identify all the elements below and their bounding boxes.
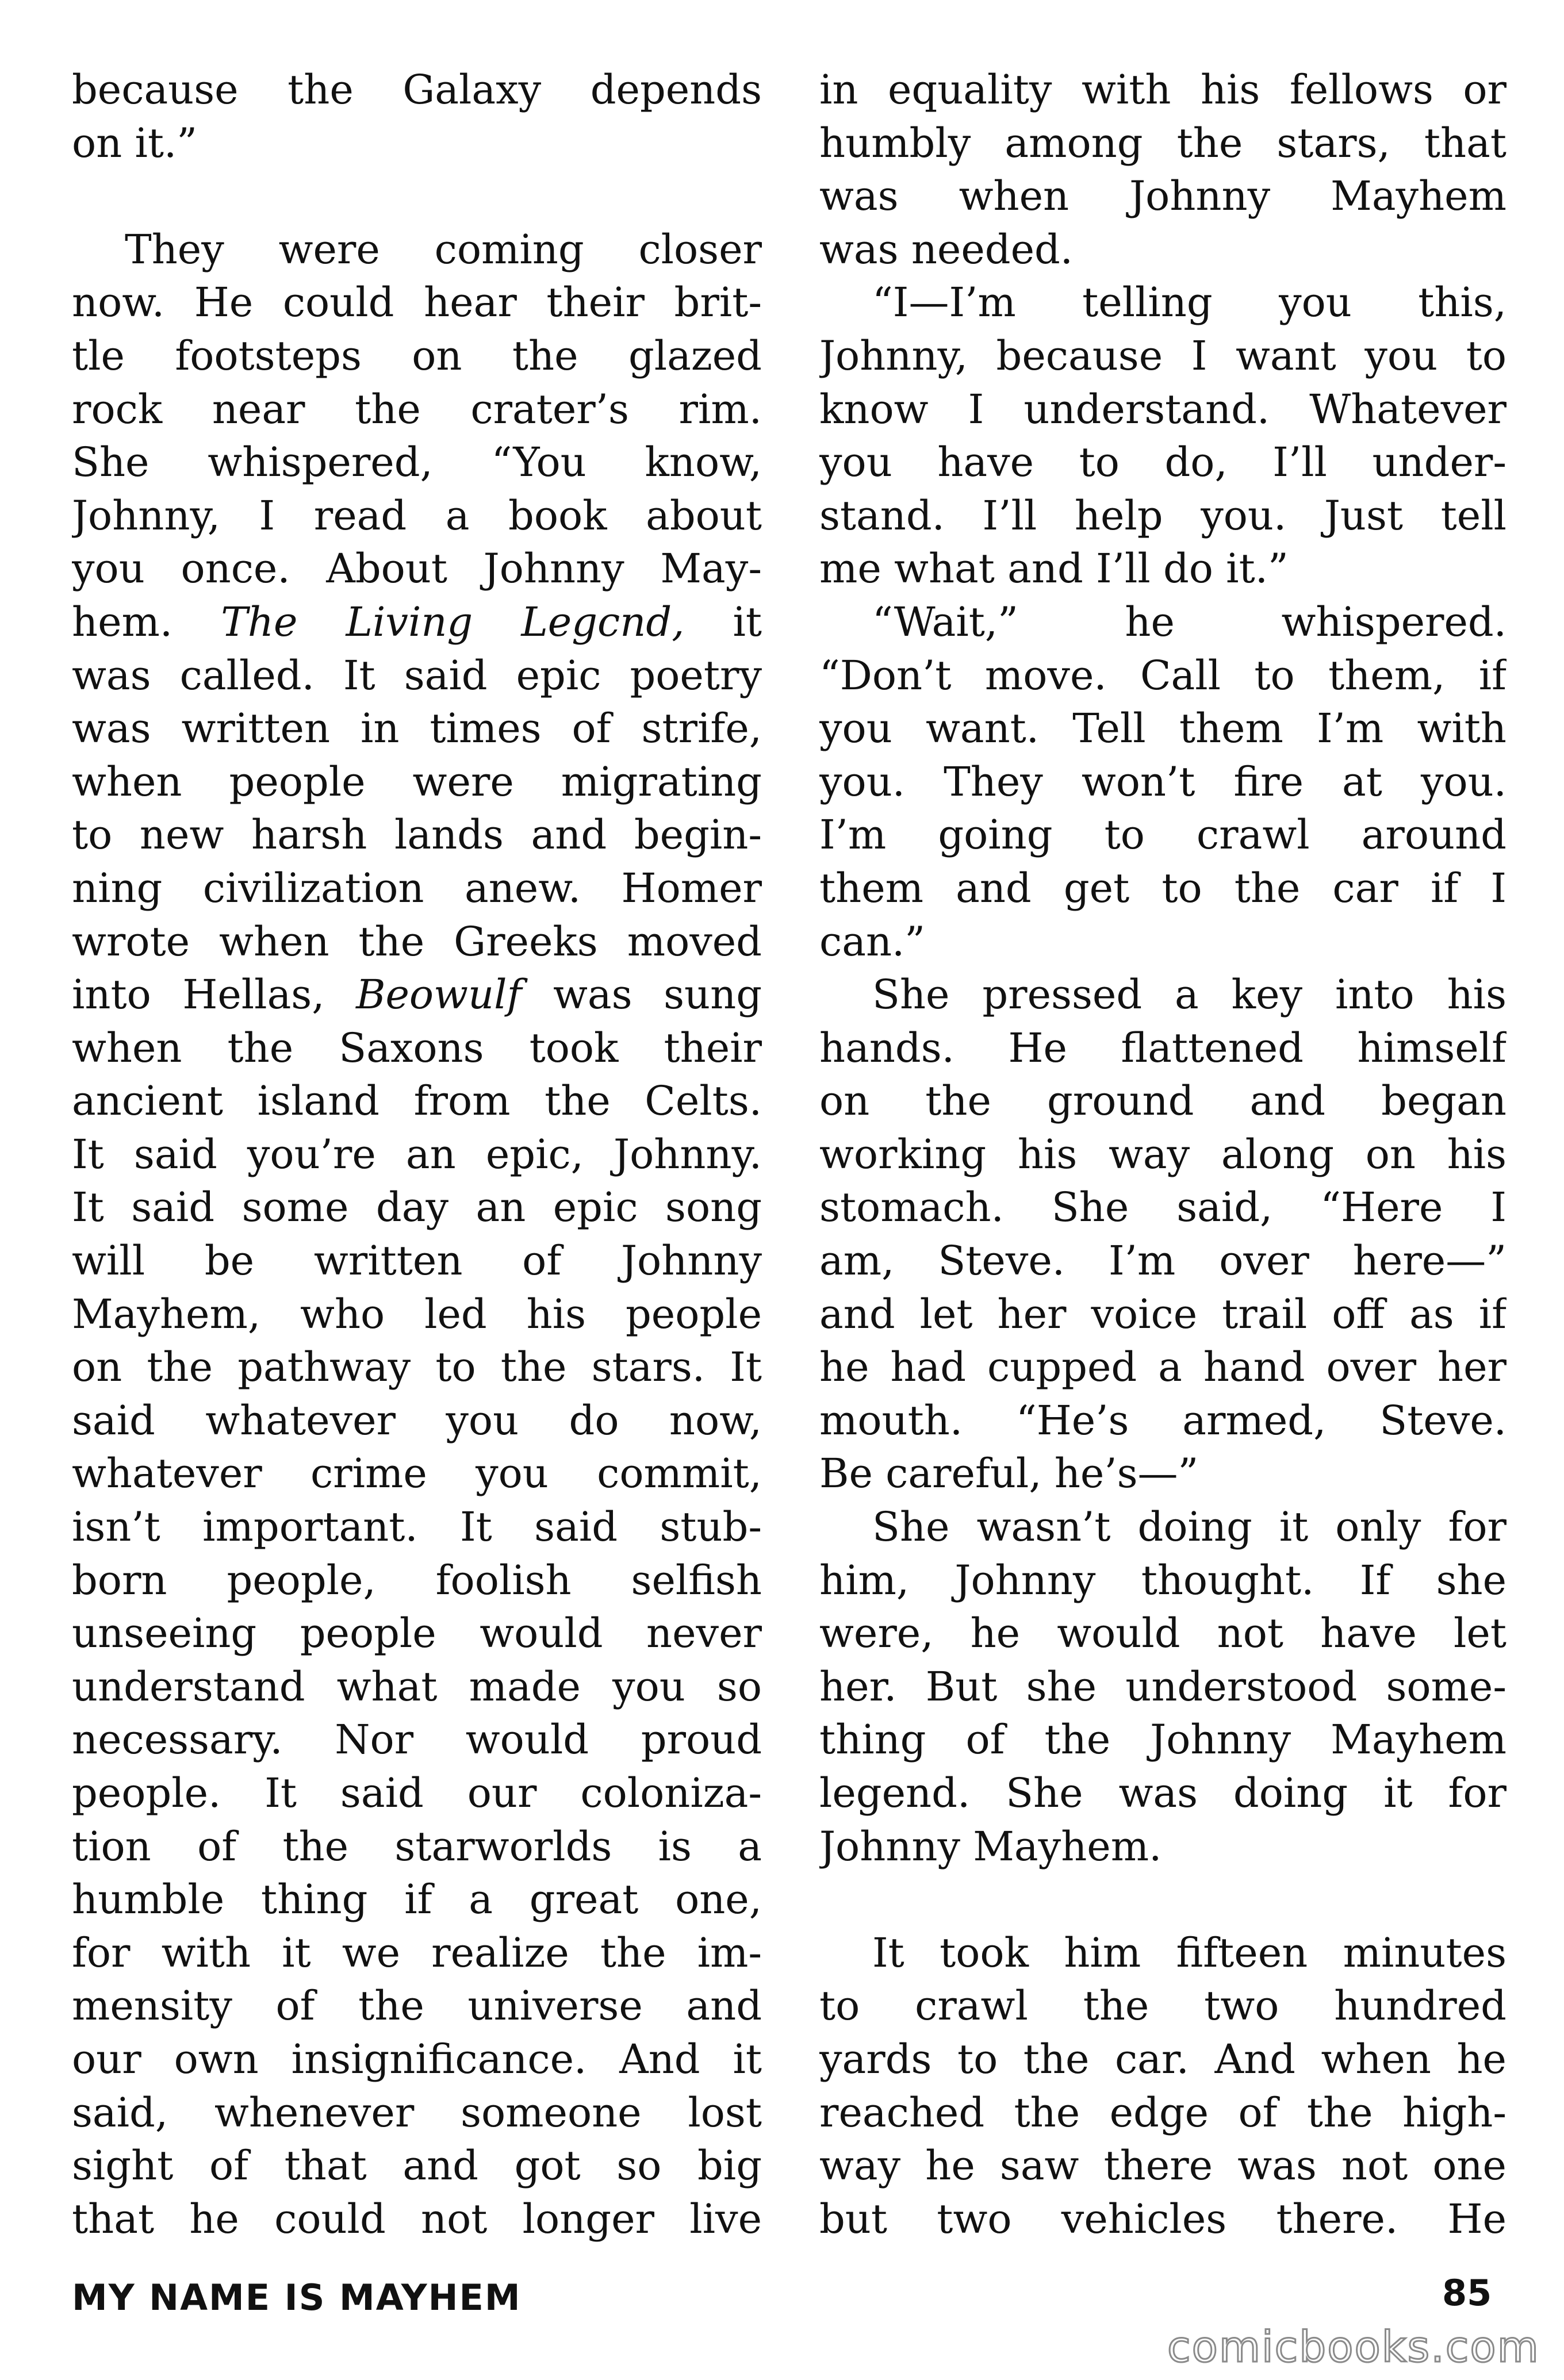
page-number: 85 bbox=[1442, 2272, 1492, 2314]
text-segment: hem. bbox=[72, 598, 221, 646]
text-line: was needed. bbox=[819, 225, 1074, 273]
text-line: yards to the car. And when he bbox=[819, 2035, 1506, 2083]
text-line: him, Johnny thought. If she bbox=[819, 1556, 1506, 1604]
running-footer-title: MY NAME IS MAYHEM bbox=[72, 2277, 522, 2318]
right-text-column bbox=[819, 63, 1506, 2245]
text-line: said, whenever someone lost bbox=[72, 2089, 762, 2136]
text-line: Mayhem, who led his people bbox=[72, 1290, 762, 1338]
text-line: legend. She was doing it for bbox=[819, 1769, 1506, 1817]
text-line: you have to do, I’ll under- bbox=[819, 439, 1506, 486]
text-line: he had cupped a hand over her bbox=[819, 1343, 1506, 1391]
text-line: was called. It said epic poetry bbox=[72, 651, 762, 699]
text-line: She whispered, “You know, bbox=[72, 439, 762, 486]
text-line: isn’t important. It said stub- bbox=[72, 1503, 762, 1551]
text-line: were, he would not have let bbox=[819, 1610, 1506, 1657]
text-line: I’m going to crawl around bbox=[819, 811, 1506, 859]
text-line: said whatever you do now, bbox=[72, 1396, 762, 1444]
text-line: stand. I’ll help you. Just tell bbox=[819, 492, 1506, 539]
text-line: rock near the crater’s rim. bbox=[72, 385, 762, 433]
text-line: Johnny, because I want you to bbox=[819, 332, 1506, 379]
text-line: It took him fifteen minutes bbox=[872, 1929, 1506, 1976]
text-line: hands. He flattened himself bbox=[819, 1024, 1506, 1072]
text-line: ning civilization anew. Homer bbox=[72, 864, 762, 912]
text-line: can.” bbox=[819, 918, 926, 965]
text-line: reached the edge of the high- bbox=[819, 2089, 1506, 2136]
text-line: sight of that and got so big bbox=[72, 2142, 762, 2190]
text-segment: it bbox=[684, 598, 762, 646]
text-line: to new harsh lands and begin- bbox=[72, 811, 762, 859]
text-line: She wasn’t doing it only for bbox=[872, 1503, 1506, 1551]
text-line: unseeing people would never bbox=[72, 1610, 762, 1657]
text-line: It said some day an epic song bbox=[72, 1184, 762, 1231]
text-line: that he could not longer live bbox=[72, 2195, 762, 2243]
text-line: “Don’t move. Call to them, if bbox=[819, 651, 1506, 699]
text-line: born people, foolish selfish bbox=[72, 1556, 762, 1604]
text-line: but two vehicles there. He bbox=[819, 2195, 1506, 2243]
paragraph-gap bbox=[72, 170, 762, 223]
text-line: on the ground and began bbox=[819, 1077, 1506, 1125]
text-line: Johnny, I read a book about bbox=[72, 492, 762, 539]
text-line: She pressed a key into his bbox=[872, 971, 1506, 1019]
text-line: when people were migrating bbox=[72, 758, 762, 805]
text-segment: into Hellas, bbox=[72, 971, 356, 1019]
text-line: mensity of the universe and bbox=[72, 1982, 762, 2030]
text-line: because the Galaxy depends bbox=[72, 66, 762, 113]
text-line: our own insignificance. And it bbox=[72, 2035, 762, 2083]
text-line: tle footsteps on the glazed bbox=[72, 332, 762, 379]
text-line: Johnny Mayhem. bbox=[819, 1822, 1162, 1870]
text-line: for with it we realize the im- bbox=[72, 1929, 762, 1976]
text-line: her. But she understood some- bbox=[819, 1663, 1506, 1710]
text-line: people. It said our coloniza- bbox=[72, 1769, 762, 1817]
text-line: understand what made you so bbox=[72, 1663, 762, 1710]
text-line: necessary. Nor would proud bbox=[72, 1716, 762, 1764]
left-text-column bbox=[72, 63, 762, 2245]
text-segment: was sung bbox=[522, 971, 762, 1019]
watermark-text: comicbooks.com bbox=[1167, 2323, 1540, 2372]
text-line bbox=[72, 596, 762, 649]
text-line: in equality with his fellows or bbox=[819, 66, 1506, 113]
text-line: was when Johnny Mayhem bbox=[819, 172, 1506, 220]
text-line: “I—I’m telling you this, bbox=[872, 279, 1506, 327]
text-line: when the Saxons took their bbox=[72, 1024, 762, 1072]
italic-title-text: Beowulf bbox=[356, 971, 522, 1019]
text-line: whatever crime you commit, bbox=[72, 1450, 762, 1498]
text-line: thing of the Johnny Mayhem bbox=[819, 1716, 1506, 1764]
text-line: and let her voice trail off as if bbox=[819, 1290, 1506, 1338]
text-line: humble thing if a great one, bbox=[72, 1876, 762, 1924]
paragraph-gap bbox=[819, 1873, 1506, 1926]
text-line: am, Steve. I’m over here—” bbox=[819, 1237, 1506, 1285]
text-line: now. He could hear their brit- bbox=[72, 279, 762, 327]
italic-title-text: The Living Legcnd, bbox=[221, 598, 685, 646]
text-line: to crawl the two hundred bbox=[819, 1982, 1506, 2030]
text-line: They were coming closer bbox=[125, 225, 762, 273]
text-line: know I understand. Whatever bbox=[819, 385, 1506, 433]
text-line: will be written of Johnny bbox=[72, 1237, 762, 1285]
text-line: humbly among the stars, that bbox=[819, 119, 1506, 167]
text-line: was written in times of strife, bbox=[72, 705, 762, 753]
text-line: ancient island from the Celts. bbox=[72, 1077, 762, 1125]
text-line: on it.” bbox=[72, 119, 198, 167]
text-line: working his way along on his bbox=[819, 1130, 1506, 1178]
text-line: on the pathway to the stars. It bbox=[72, 1343, 762, 1391]
text-line: way he saw there was not one bbox=[819, 2142, 1506, 2190]
text-line: wrote when the Greeks moved bbox=[72, 918, 762, 965]
text-line: you want. Tell them I’m with bbox=[819, 705, 1506, 753]
text-line: mouth. “He’s armed, Steve. bbox=[819, 1396, 1506, 1444]
text-line: tion of the starworlds is a bbox=[72, 1822, 762, 1870]
text-line: them and get to the car if I bbox=[819, 864, 1506, 912]
text-line: you. They won’t fire at you. bbox=[819, 758, 1506, 805]
text-line: stomach. She said, “Here I bbox=[819, 1184, 1506, 1231]
text-line: It said you’re an epic, Johnny. bbox=[72, 1130, 762, 1178]
text-line bbox=[72, 968, 762, 1022]
text-line: “Wait,” he whispered. bbox=[872, 598, 1506, 646]
text-line: me what and I’ll do it.” bbox=[819, 545, 1289, 593]
text-line: Be careful, he’s—” bbox=[819, 1450, 1199, 1498]
text-line: you once. About Johnny May- bbox=[72, 545, 762, 593]
